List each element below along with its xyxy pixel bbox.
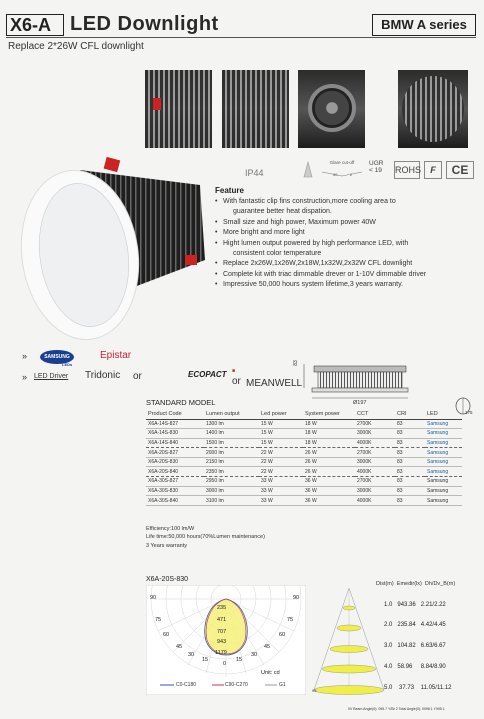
glare-cutoff: Glare cut-off 30 2	[318, 160, 366, 180]
series-label: BMW A series	[381, 17, 467, 32]
table-cell: 4000K	[355, 438, 395, 448]
table-cell: X6A-14S-830	[146, 429, 204, 439]
legend-swatch	[160, 683, 174, 687]
table-cell: 3000K	[355, 457, 395, 467]
angle-label: 15	[236, 657, 243, 663]
legend-label: C90-C270	[225, 682, 248, 688]
or-text: or	[232, 376, 241, 387]
feature-item: • Small size and high power, Maximum power 40W	[213, 218, 475, 228]
table-cell: 22 W	[259, 467, 303, 477]
polar-unit: Unit: cd	[261, 670, 280, 676]
table-row	[146, 438, 462, 448]
model-badge: X6-A	[6, 14, 64, 36]
thumb-heatsink-view	[222, 70, 289, 148]
table-row	[146, 429, 462, 439]
meanwell-logo: MEANWELL	[246, 378, 303, 389]
height-dim: 83	[292, 360, 299, 366]
cutout-dim: 175	[465, 410, 473, 415]
radial-label: 943	[217, 639, 227, 645]
angle-label: 45	[264, 644, 271, 650]
angle-label: 60	[279, 632, 286, 638]
table-cell: 36 W	[303, 486, 355, 496]
table-cell: 15 W	[259, 438, 303, 448]
ecopact-mark: ■	[232, 368, 236, 374]
col-header: LED	[425, 410, 462, 419]
table-cell: 18 W	[303, 438, 355, 448]
table-cell: 83	[395, 419, 425, 429]
ip-rating: IP44	[245, 168, 264, 178]
table-cell: 3000 lm	[204, 486, 259, 496]
table-cell: 83	[395, 496, 425, 506]
radial-label: 235	[217, 605, 227, 611]
angle-label: 90	[293, 595, 300, 601]
radial-label: 707	[217, 629, 227, 635]
polar-title: X6A-20S-830	[146, 576, 189, 583]
legend-swatch	[212, 683, 224, 687]
table-cell: 26 W	[303, 467, 355, 477]
table-cell: 36 W	[303, 496, 355, 506]
table-cell: 4000K	[355, 496, 395, 506]
samsung-logo: SAMSUNG	[40, 350, 74, 364]
thumb-side-view	[145, 70, 212, 148]
series-badge	[372, 14, 476, 36]
ecopact-logo: ECOPACT	[188, 370, 227, 379]
page-subtitle: Replace 2*26W CFL downlight	[8, 41, 144, 52]
feature-item: • Complete kit with triac dimmable drever or 1-10V dimmable driver	[213, 270, 475, 280]
table-cell: 33 W	[259, 477, 303, 487]
standard-model-table	[146, 410, 462, 506]
table-header-row	[146, 410, 462, 419]
lamp-icon	[302, 160, 314, 178]
light-cone-diagram	[310, 586, 388, 698]
table-cell: 15 W	[259, 419, 303, 429]
legend-label: C0-C180	[176, 682, 197, 688]
table-cell: 36 W	[303, 477, 355, 487]
table-cell: 83	[395, 486, 425, 496]
feature-item: • More bright and more light	[213, 228, 475, 238]
feature-item: • Hight lumen output powered by high performance LED, with consistent color temperature	[213, 239, 475, 260]
cone-row: 1.0 943.36 2.21/2.22	[384, 602, 446, 608]
col-header: CRI	[395, 410, 425, 419]
cone-header: Dist(m) Emedir(lx) Dh/Dv_B(m)	[376, 581, 456, 587]
table-cell: X6A-20S-827	[146, 448, 204, 458]
angle-label: 75	[287, 617, 294, 623]
table-cell: X6A-30S-840	[146, 496, 204, 506]
table-cell: 83	[395, 448, 425, 458]
table-cell: Samsung	[425, 438, 462, 448]
col-header: CCT	[355, 410, 395, 419]
table-cell: Samsung	[425, 429, 462, 439]
table-cell: 1400 lm	[204, 429, 259, 439]
angle-label: 90	[150, 595, 157, 601]
table-cell: 26 W	[303, 457, 355, 467]
table-cell: 26 W	[303, 448, 355, 458]
table-cell: 22 W	[259, 448, 303, 458]
col-header: Led power	[259, 410, 303, 419]
table-cell: 2950 lm	[204, 477, 259, 487]
rohs-mark: ROHS	[394, 161, 420, 179]
table-cell: 2700K	[355, 448, 395, 458]
radial-label: 1179	[215, 650, 227, 656]
table-cell: Samsung	[425, 477, 462, 487]
ugr-rating: UGR < 19	[369, 160, 384, 174]
table-cell: 3000K	[355, 429, 395, 439]
table-cell: X6A-20S-840	[146, 467, 204, 477]
table-cell: Samsung	[425, 467, 462, 477]
col-header: Product Code	[146, 410, 204, 419]
table-cell: Samsung	[425, 486, 462, 496]
thumb-top-view	[298, 70, 365, 148]
table-cell: 18 W	[303, 429, 355, 439]
table-cell: X6A-20S-830	[146, 457, 204, 467]
table-cell: 83	[395, 438, 425, 448]
header-divider	[6, 37, 476, 38]
legend-swatch	[265, 683, 277, 687]
feature-item: • With fantastic clip fins construction,more cooling area to guarantee better heat dispation.	[213, 197, 475, 218]
angle-label: 60	[163, 632, 170, 638]
table-cell: 2150 lm	[204, 457, 259, 467]
arrow-icon: »	[22, 372, 28, 382]
arrow-icon: »	[22, 351, 28, 361]
angle-label: 30	[188, 652, 195, 658]
table-cell: Samsung	[425, 496, 462, 506]
table-cell: 1500 lm	[204, 438, 259, 448]
lifetime-note: Life time:50,000 hours(70%Lumen maintenance)	[146, 534, 265, 541]
table-row	[146, 486, 462, 496]
table-cell: X6A-30S-830	[146, 486, 204, 496]
product-image	[10, 140, 210, 340]
table-cell: 2700K	[355, 477, 395, 487]
table-row	[146, 419, 462, 429]
feature-item: • Impressive 50,000 hours system lifetime,3 years warranty.	[213, 280, 475, 290]
table-row	[146, 477, 462, 487]
or-text: or	[133, 371, 142, 382]
table-cell: Samsung	[425, 448, 462, 458]
feature-item: • Replace 2x26W,1x26W,2x18W,1x32W,2x32W CFL downlight	[213, 259, 475, 269]
angle-label: 75	[155, 617, 162, 623]
feature-list	[213, 197, 475, 291]
table-cell: Samsung	[425, 419, 462, 429]
table-row	[146, 457, 462, 467]
table-cell: 83	[395, 467, 425, 477]
table-cell: 33 W	[259, 486, 303, 496]
table-row	[146, 467, 462, 477]
efficiency-note: Efficiency:100 lm/W	[146, 526, 195, 532]
warranty-note: 3 Years warranty	[146, 542, 187, 549]
table-row	[146, 448, 462, 458]
spec-notes	[146, 525, 265, 550]
col-header: System power	[303, 410, 355, 419]
cone-row: 4.0 58.96 8.84/8.90	[384, 664, 446, 670]
table-cell: 83	[395, 429, 425, 439]
cone-footer: 0V Beam Angle(0): 095.7 Y/Br 2 Total Angle(0): 0098.1 Y/HB 1	[348, 707, 445, 711]
table-row	[146, 496, 462, 506]
table-cell: 2000 lm	[204, 448, 259, 458]
angle-label: 45	[176, 644, 183, 650]
table-cell: 2350 lm	[204, 467, 259, 477]
table-cell: Samsung	[425, 457, 462, 467]
table-cell: 18 W	[303, 419, 355, 429]
table-cell: X6A-30S-827	[146, 477, 204, 487]
angle-label: 30	[251, 652, 258, 658]
cone-row: 2.0 235.84 4.42/4.45	[384, 622, 446, 628]
led-driver-label: LED Driver	[34, 373, 69, 380]
legend-label: G1	[279, 682, 286, 688]
table-cell: 83	[395, 477, 425, 487]
angle-label: 0	[223, 661, 227, 667]
table-cell: 3100 lm	[204, 496, 259, 506]
radial-label: 471	[217, 617, 227, 623]
feature-heading: Feature	[215, 186, 244, 195]
col-header: Lumen output	[204, 410, 259, 419]
table-cell: X6A-14S-840	[146, 438, 204, 448]
table-cell: 15 W	[259, 429, 303, 439]
epistar-logo: Epistar	[100, 350, 132, 361]
table-cell: 1300 lm	[204, 419, 259, 429]
page-title: LED Downlight	[70, 13, 219, 35]
cone-angle: 95	[312, 688, 317, 693]
angle-label: 15	[202, 657, 209, 663]
table-cell: 3000K	[355, 486, 395, 496]
cone-row: 5.0 37.73 11.05/11.12	[384, 685, 452, 691]
table-cell: 22 W	[259, 457, 303, 467]
diameter-dim: Ø197	[353, 400, 367, 406]
table-cell: X6A-14S-827	[146, 419, 204, 429]
tridonic-logo: Tridonic	[85, 370, 121, 381]
samsung-leds-label: LEDs	[62, 362, 73, 367]
thumb-back-view	[398, 70, 468, 148]
cone-row: 3.0 104.82 6.63/6.67	[384, 643, 446, 649]
table-cell: 83	[395, 457, 425, 467]
table-title: STANDARD MODEL	[146, 398, 216, 407]
table-cell: 4000K	[355, 467, 395, 477]
table-cell: 2700K	[355, 419, 395, 429]
table-cell: 33 W	[259, 496, 303, 506]
f-mark: F	[424, 161, 442, 179]
ce-mark: CE	[446, 161, 474, 179]
